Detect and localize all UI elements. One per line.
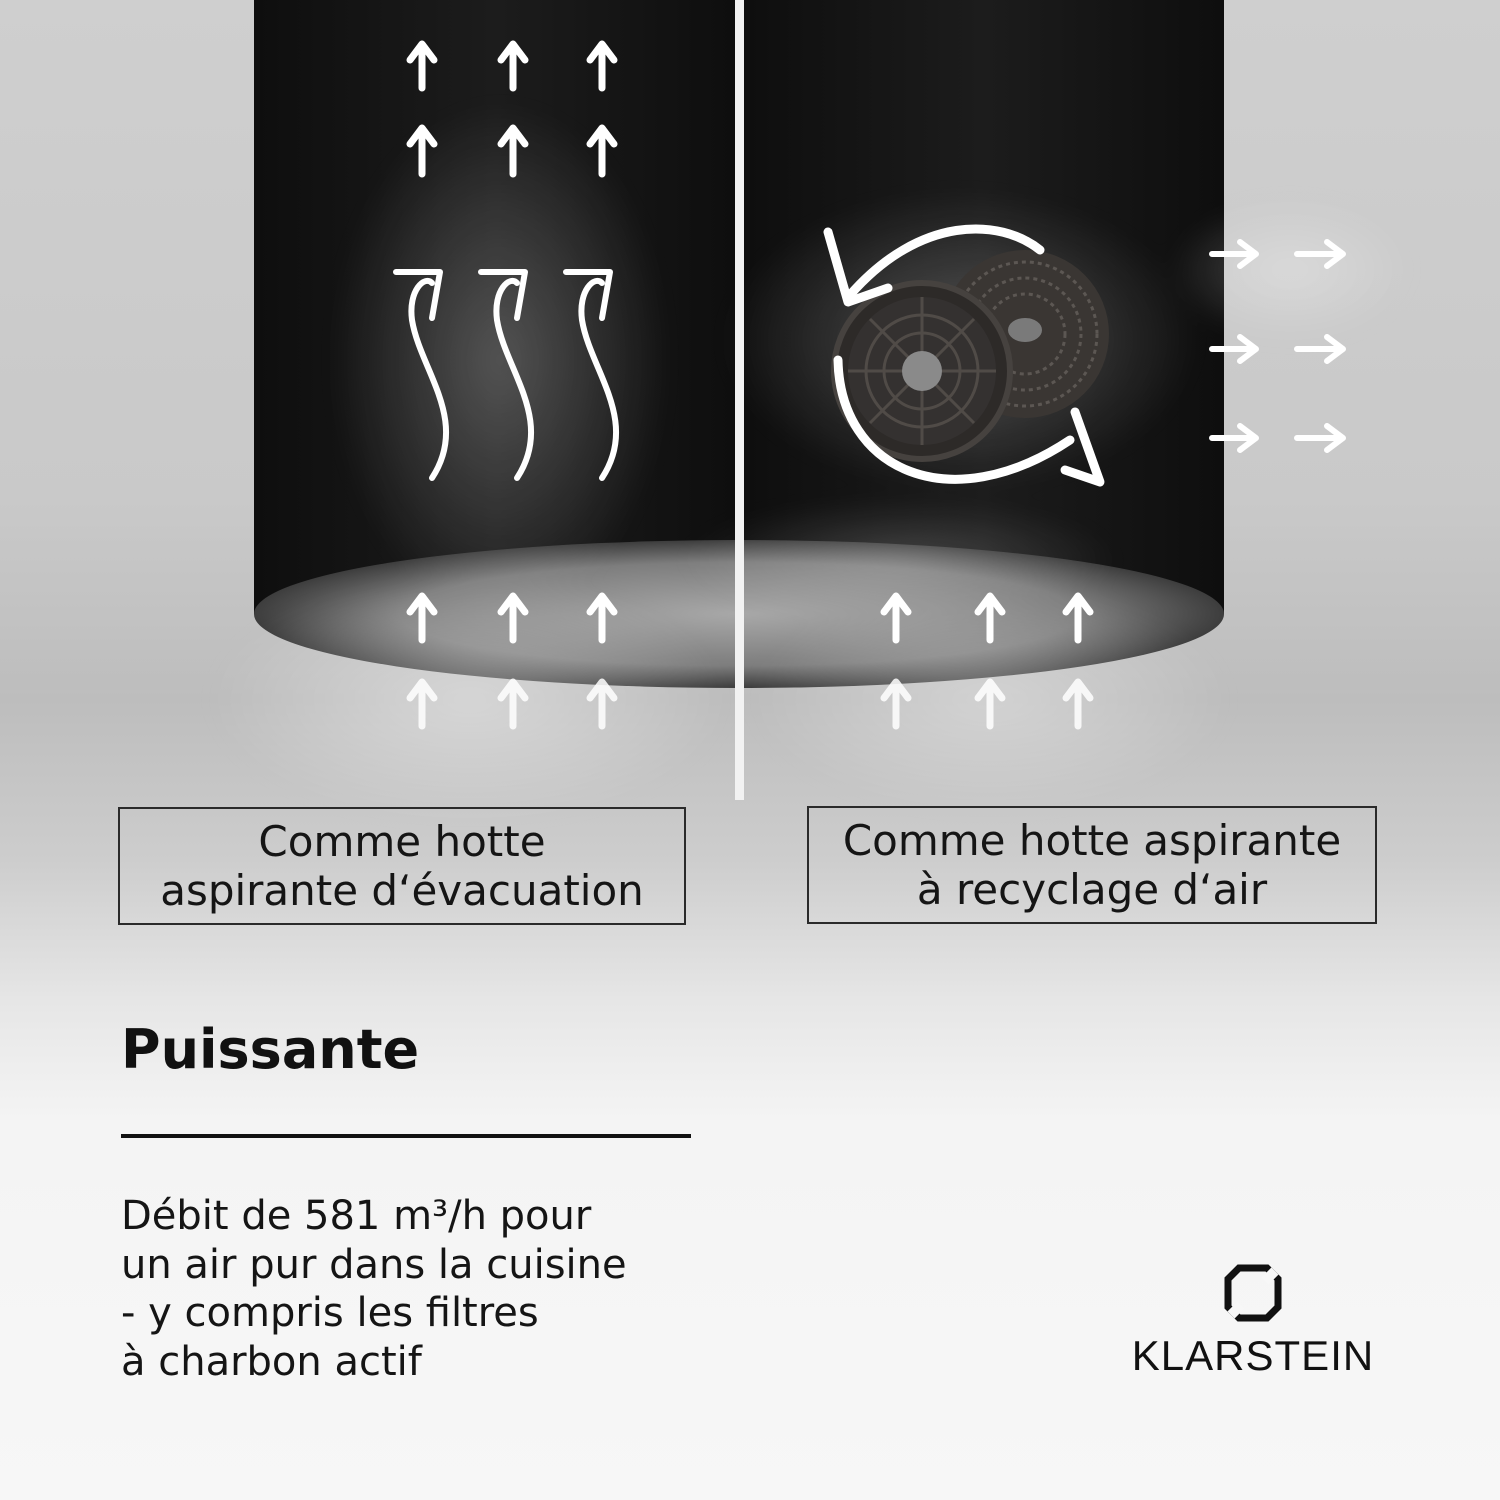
recirculation-mode-label [807,806,1377,924]
klarstein-logo-icon [1222,1262,1284,1324]
description-line-3: - y compris les filtres [121,1290,539,1336]
recirculation-mode-label-line-2: à recyclage d‘air [916,865,1268,914]
description-line-1: Débit de 581 m³/h pour [121,1193,592,1239]
right-arrow-icon [1297,426,1343,450]
right-arrow-icon [1297,337,1343,361]
recirculation-mode-label-line-1: Comme hotte aspirante [842,816,1342,865]
description-line-4: à charbon actif [121,1338,422,1385]
description-line-2: un air pur dans la cuisine [121,1241,627,1288]
headline-divider [121,1134,691,1138]
exhaust-mode-label [118,807,686,925]
headline: Puissante [121,1018,420,1081]
exhaust-mode-label-line-1: Comme hotte [258,817,546,866]
description [121,1192,627,1386]
brand-logo [1118,1262,1388,1380]
exhaust-mode-label-line-2: aspirante d‘évacuation [160,866,644,915]
brand-name: KLARSTEIN [1131,1332,1375,1379]
mode-divider-line [735,0,744,800]
